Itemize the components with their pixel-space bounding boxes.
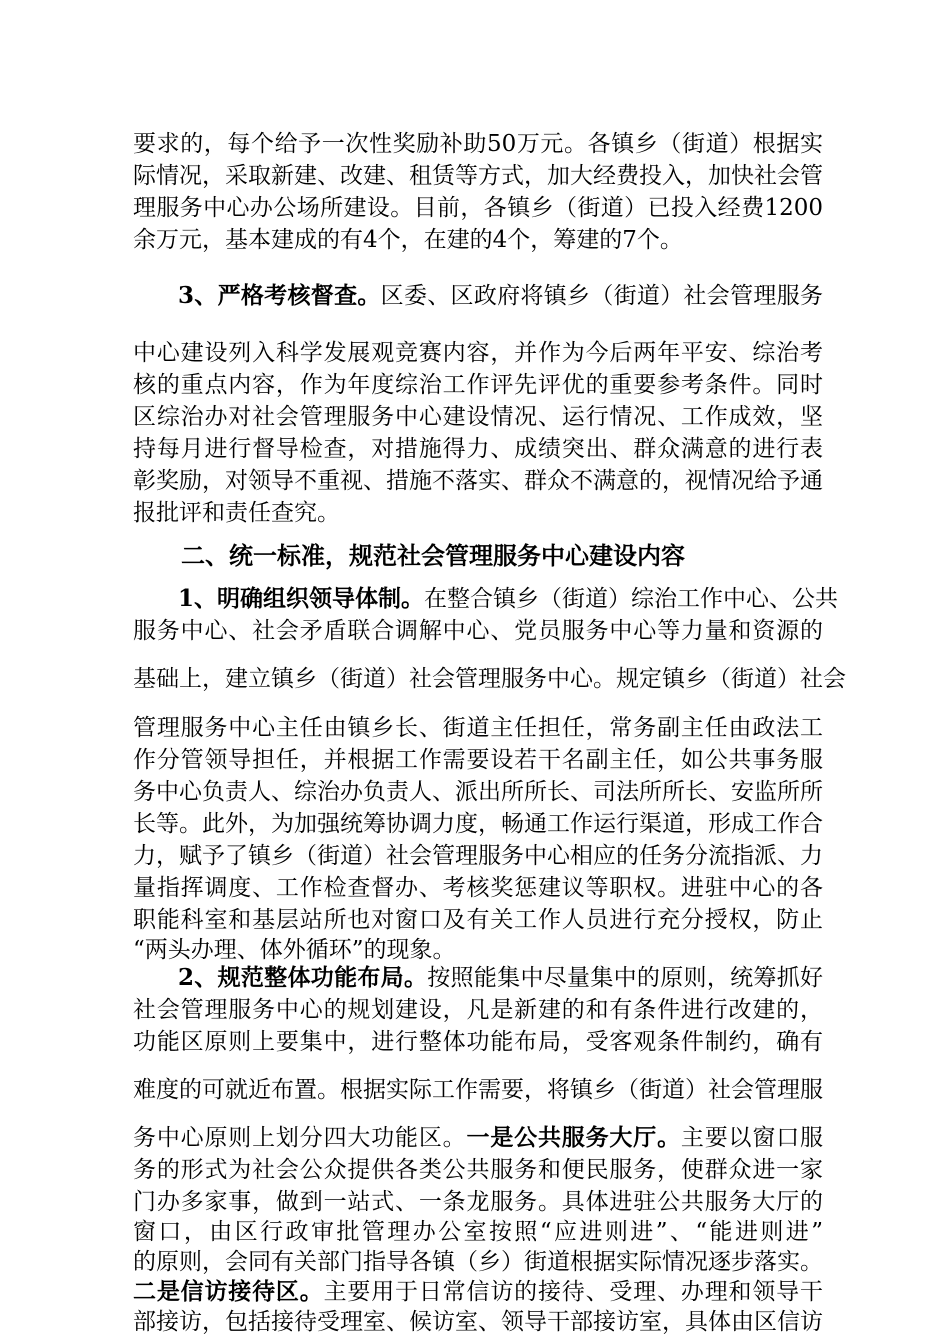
section-subtitle: 1、明确组织领导体制。 [178, 585, 425, 612]
paragraph-line: 要求的，每个给予一次性奖励补助50万元。各镇乡（街道）根据实 [133, 131, 823, 157]
paragraph-line: 核的重点内容，作为年度综治工作评先评优的重要参考条件。同时 [133, 372, 823, 398]
paragraph-line [178, 962, 823, 994]
paragraph-line: 力，赋予了镇乡（街道）社会管理服务中心相应的任务分流指派、力 [133, 843, 823, 869]
paragraph-line: 中心建设列入科学发展观竞赛内容，并作为今后两年平安、综治考 [133, 340, 823, 366]
paragraph-line: 部接访，包括接待受理室、候访室、领导干部接访室，具体由区信访 [133, 1309, 823, 1335]
paragraph-line: 务中心负责人、综治办负责人、派出所所长、司法所所长、安监所所 [133, 779, 823, 805]
paragraph-line [178, 280, 823, 312]
paragraph-line: 长等。此外，为加强统筹协调力度，畅通工作运行渠道，形成工作合 [133, 811, 823, 837]
paragraph-line: 的原则，会同有关部门指导各镇（乡）街道根据实际情况逐步落实。 [133, 1249, 823, 1275]
paragraph-line [133, 1276, 823, 1308]
inline-subtitle: 一是公共服务大厅。 [466, 1124, 681, 1151]
paragraph-line: 作分管领导担任，并根据工作需要设若干名副主任，如公共事务服 [133, 747, 823, 773]
inline-subtitle: 二是信访接待区。 [133, 1278, 324, 1305]
section-subtitle: 2、规范整体功能布局。 [178, 964, 428, 991]
paragraph-text: 在整合镇乡（街道）综治工作中心、公共 [424, 586, 839, 612]
paragraph-line: 理服务中心办公场所建设。目前，各镇乡（街道）已投入经费1200 [133, 195, 823, 221]
paragraph-line: 功能区原则上要集中，进行整体功能布局，受客观条件制约，确有 [133, 1029, 823, 1055]
paragraph-line [133, 1122, 823, 1154]
paragraph-line: 管理服务中心主任由镇乡长、街道主任担任，常务副主任由政法工 [133, 715, 823, 741]
paragraph-text: 务中心原则上划分四大功能区。 [133, 1125, 467, 1151]
paragraph-line: 区综治办对社会管理服务中心建设情况、运行情况、工作成效，坚 [133, 404, 823, 430]
paragraph-line: “两头办理、体外循环”的现象。 [133, 937, 456, 963]
paragraph-text: 主要用于日常信访的接待、受理、办理和领导干 [323, 1279, 824, 1305]
paragraph-text: 主要以窗口服 [680, 1125, 824, 1151]
paragraph-line [178, 583, 839, 615]
section-heading: 二、统一标准，规范社会管理服务中心建设内容 [181, 541, 685, 570]
paragraph-line: 持每月进行督导检查，对措施得力、成绩突出、群众满意的进行表 [133, 436, 823, 462]
paragraph-line: 窗口，由区行政审批管理办公室按照“应进则进”、“能进则进” [133, 1219, 823, 1245]
paragraph-text: 区委、区政府将镇乡（街道）社会管理服务 [380, 283, 823, 309]
paragraph-line: 社会管理服务中心的规划建设，凡是新建的和有条件进行改建的， [133, 997, 823, 1023]
paragraph-line: 基础上，建立镇乡（街道）社会管理服务中心。规定镇乡（街道）社会 [133, 666, 846, 692]
section-subtitle: 3、严格考核督查。 [178, 282, 381, 309]
paragraph-line: 量指挥调度、工作检查督办、考核奖惩建议等职权。进驻中心的各 [133, 875, 823, 901]
paragraph-line: 余万元，基本建成的有4个，在建的4个，筹建的7个。 [133, 227, 683, 253]
paragraph-line: 彰奖励，对领导不重视、措施不落实、群众不满意的，视情况给予通 [133, 468, 823, 494]
paragraph-text: 按照能集中尽量集中的原则，统筹抓好 [427, 965, 823, 991]
paragraph-line: 难度的可就近布置。根据实际工作需要，将镇乡（街道）社会管理服 [133, 1077, 823, 1103]
paragraph-line: 服务中心、社会矛盾联合调解中心、党员服务中心等力量和资源的 [133, 618, 823, 644]
paragraph-line: 报批评和责任查究。 [133, 500, 340, 526]
paragraph-line: 际情况，采取新建、改建、租赁等方式，加大经费投入，加快社会管 [133, 163, 823, 189]
paragraph-line: 务的形式为社会公众提供各类公共服务和便民服务，使群众进一家 [133, 1157, 823, 1183]
paragraph-line: 门办多家事，做到一站式、一条龙服务。具体进驻公共服务大厅的 [133, 1189, 823, 1215]
paragraph-line: 职能科室和基层站所也对窗口及有关工作人员进行充分授权，防止 [133, 907, 823, 933]
